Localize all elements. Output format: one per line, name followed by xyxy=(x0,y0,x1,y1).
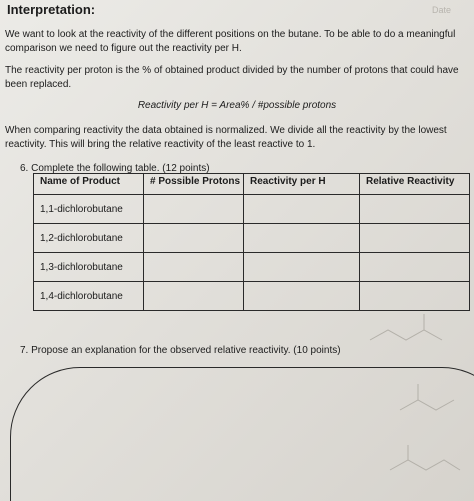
possible-protons-cell[interactable] xyxy=(144,195,244,224)
reactivity-per-h-cell[interactable] xyxy=(244,224,360,253)
header-relative-reactivity: Relative Reactivity xyxy=(360,174,470,195)
relative-reactivity-cell[interactable] xyxy=(360,253,470,282)
reactivity-per-h-cell[interactable] xyxy=(244,282,360,311)
possible-protons-cell[interactable] xyxy=(144,253,244,282)
relative-reactivity-cell[interactable] xyxy=(360,224,470,253)
product-name-cell: 1,3-dichlorobutane xyxy=(34,253,144,282)
table-row xyxy=(34,195,470,224)
reactivity-per-h-cell[interactable] xyxy=(244,253,360,282)
reactivity-formula: Reactivity per H = Area% / #possible protons xyxy=(137,100,337,111)
intro-paragraph-1: We want to look at the reactivity of the different positions on the butane. To be able to do a meaningful comparison we need to figure out the reactivity per H. xyxy=(5,29,456,54)
section-heading: Interpretation: xyxy=(7,2,96,17)
possible-protons-cell[interactable] xyxy=(144,282,244,311)
product-name-cell: 1,2-dichlorobutane xyxy=(34,224,144,253)
table-row xyxy=(34,253,470,282)
header-reactivity-per-h: Reactivity per H xyxy=(244,174,360,195)
question-6-label: 6. Complete the following table. (12 points) xyxy=(20,163,210,174)
table-header-row xyxy=(34,174,470,195)
faint-corner-mark: Date xyxy=(432,5,452,15)
table-row xyxy=(34,224,470,253)
intro-paragraph-2: The reactivity per proton is the % of obtained product divided by the number of protons that could have been replaced. xyxy=(5,65,459,90)
product-name-cell: 1,4-dichlorobutane xyxy=(34,282,144,311)
faint-structure-sketch-icon xyxy=(360,300,474,500)
possible-protons-cell[interactable] xyxy=(144,224,244,253)
reactivity-per-h-cell[interactable] xyxy=(244,195,360,224)
product-name-cell: 1,1-dichlorobutane xyxy=(34,195,144,224)
intro-paragraph-3: When comparing reactivity the data obtained is normalized. We divide all the reactivity by the lowest reactivity. This will bring the relative reactivity of the least reactive to 1. xyxy=(5,125,447,150)
question-7-label: 7. Propose an explanation for the observed relative reactivity. (10 points) xyxy=(20,345,341,356)
relative-reactivity-cell[interactable] xyxy=(360,195,470,224)
reactivity-table xyxy=(33,173,470,311)
header-name-of-product: Name of Product xyxy=(34,174,144,195)
header-possible-protons: # Possible Protons xyxy=(144,174,244,195)
